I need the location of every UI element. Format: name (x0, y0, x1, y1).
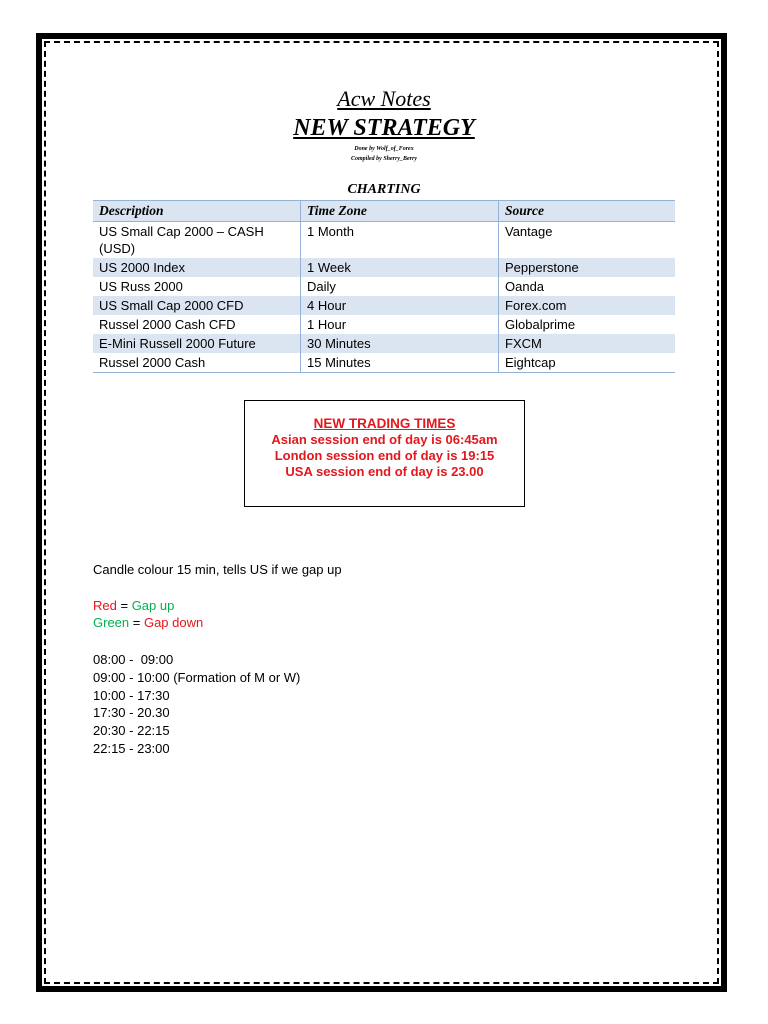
schedule-list (93, 651, 300, 758)
legend-color-word: Green (93, 615, 130, 630)
table-cell: Russel 2000 Cash CFD (99, 317, 236, 332)
table-cell: 4 Hour (301, 296, 499, 315)
table-row (93, 296, 675, 315)
schedule-item: 09:00 - 10:00 (Formation of M or W) (93, 669, 301, 685)
legend-meaning: Gap up (131, 598, 175, 613)
table-cell: Forex.com (499, 296, 676, 315)
table-cell: FXCM (499, 334, 676, 353)
doc-title: Acw Notes (337, 86, 431, 111)
legend-meaning: Gap down (143, 615, 204, 630)
table-cell: 30 Minutes (301, 334, 499, 353)
charting-heading: CHARTING (347, 182, 421, 197)
legend-red (93, 598, 174, 613)
schedule-item: 20:30 - 22:15 (93, 723, 170, 739)
table-cell: Daily (301, 277, 499, 296)
table-cell: E-Mini Russell 2000 Future (93, 334, 301, 353)
schedule-item: 22:15 - 23:00 (93, 740, 170, 756)
column-header: Description (93, 201, 301, 222)
table-cell: Oanda (499, 277, 676, 296)
table-cell: Pepperstone (499, 258, 676, 277)
trading-time-line: USA session end of day is 23.00 (285, 464, 484, 479)
table-cell: US Small Cap 2000 CFD (93, 296, 301, 315)
table-row (93, 315, 675, 334)
table-cell: Russel 2000 Cash (93, 353, 301, 373)
table-row (93, 258, 675, 277)
column-header: Source (499, 201, 676, 222)
legend-equals: = (129, 615, 144, 630)
schedule-item: 08:00 - 09:00 (93, 652, 174, 667)
table-cell: 15 Minutes (301, 353, 499, 373)
table-cell: 1 Month (301, 222, 499, 259)
trading-time-line: London session end of day is 19:15 (274, 448, 495, 463)
table-cell: US Russ 2000 (99, 279, 183, 294)
page-border (36, 33, 727, 992)
table-cell: 1 Hour (301, 315, 499, 334)
trading-times-heading: NEW TRADING TIMES (313, 416, 456, 431)
table-row (93, 277, 675, 296)
table-row (93, 353, 675, 373)
table-row (93, 334, 675, 353)
trading-time-line: Asian session end of day is 06:45am (271, 432, 498, 447)
table-cell: Globalprime (499, 315, 676, 334)
credit-compiler: Compiled by Sherry_Berry (351, 156, 417, 162)
table-cell: Vantage (499, 222, 676, 259)
candle-note: Candle colour 15 min, tells US if we gap up (93, 562, 342, 577)
table-row (93, 222, 675, 259)
table-cell: 1 Week (301, 258, 499, 277)
legend-green (93, 615, 203, 630)
doc-subtitle: NEW STRATEGY (293, 115, 475, 141)
schedule-item: 10:00 - 17:30 (93, 687, 170, 703)
trading-times-box (244, 400, 525, 507)
legend-color-word: Red (93, 598, 117, 613)
schedule-item: 17:30 - 20.30 (93, 705, 170, 721)
table-cell: US Small Cap 2000 – CASH (USD) (99, 224, 264, 256)
column-header: Time Zone (301, 201, 499, 222)
charting-table (93, 200, 675, 373)
table-cell: US 2000 Index (93, 258, 301, 277)
credit-author: Done by Wolf_of_Forex (354, 146, 414, 152)
table-cell: Eightcap (499, 353, 676, 373)
legend-equals: = (116, 598, 132, 613)
table-header-row (93, 201, 675, 222)
